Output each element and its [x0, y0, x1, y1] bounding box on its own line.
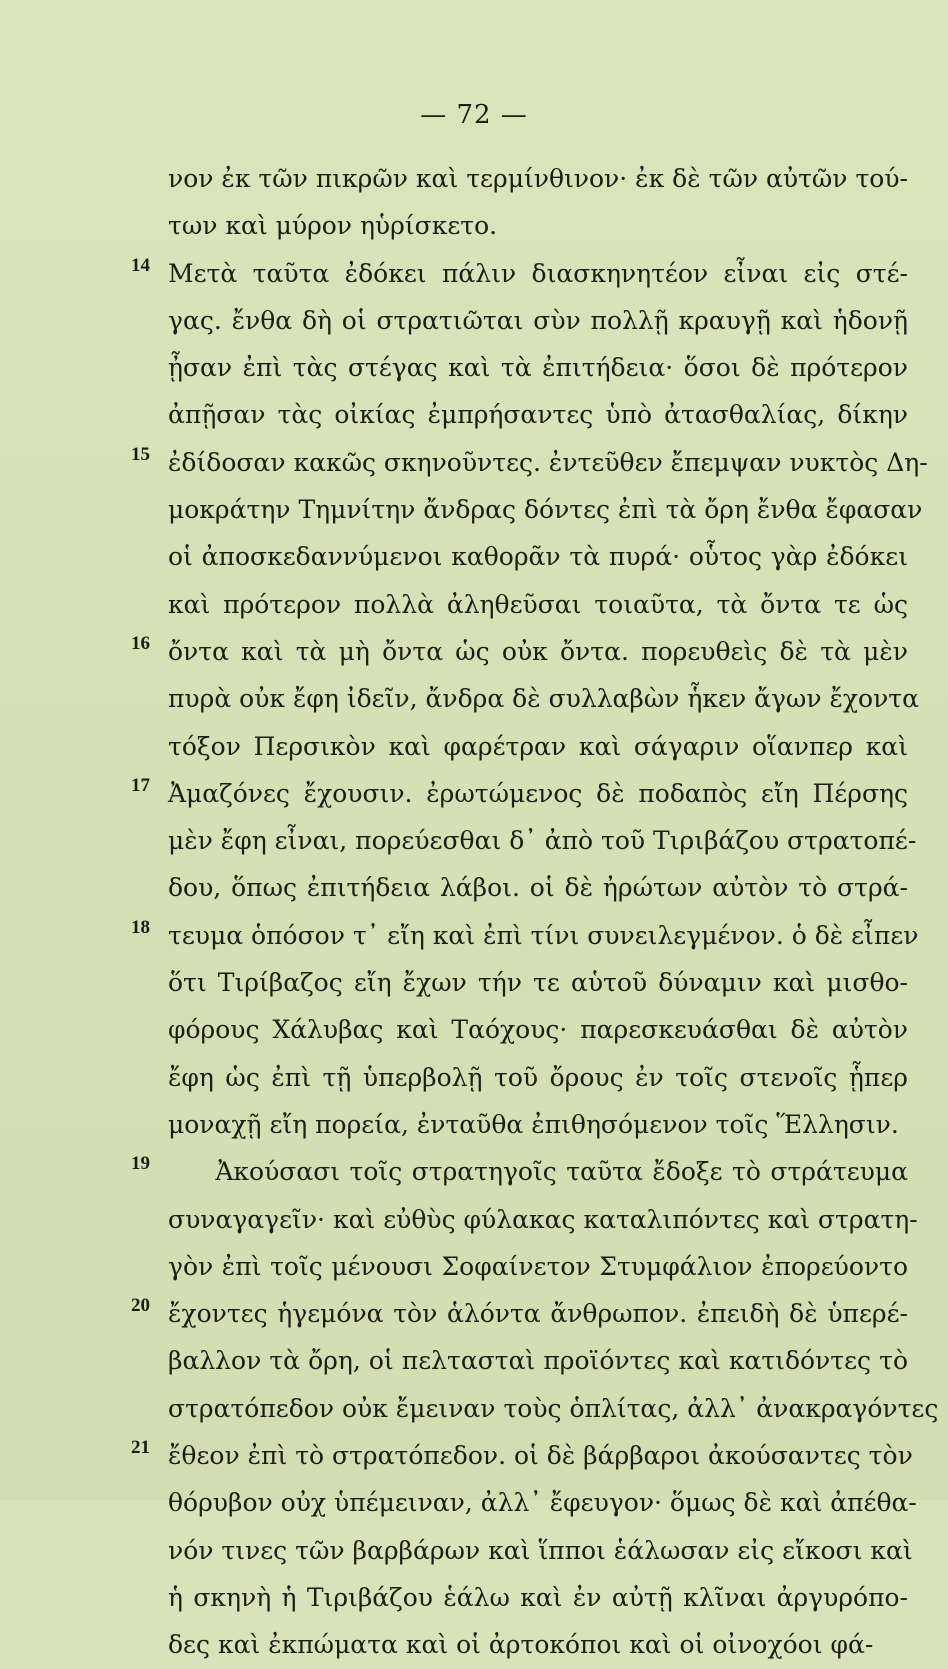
text-line: [168, 581, 908, 628]
text-body: [131, 155, 939, 1669]
text-line: [168, 1054, 908, 1101]
text-line: [168, 344, 908, 391]
section-number: 14: [131, 254, 150, 276]
line-text: Ἀμαζόνες ἔχουσιν. ἐρωτώμενος δὲ ποδαπὸς εἴη Πέρσης: [168, 778, 908, 808]
section-number: 18: [131, 916, 150, 938]
line-text: ἔφη ὡς ἐπὶ τῇ ὑπερβολῇ τοῦ ὄρους ἐν τοῖς στενοῖς ᾗπερ: [168, 1062, 908, 1092]
page-number: — 72 —: [420, 100, 528, 130]
line-text: πυρὰ οὐκ ἔφη ἰδεῖν, ἄνδρα δὲ συλλαβὼν ἧκεν ἄγων ἔχοντα: [168, 684, 919, 714]
line-text: νόν τινες τῶν βαρβάρων καὶ ἵπποι ἑάλωσαν εἰς εἴκοσι καὶ: [168, 1535, 913, 1565]
text-line: [168, 155, 908, 202]
line-text: μοναχῇ εἴη πορεία, ἐνταῦθα ἐπιθησόμενον τοῖς Ἕλλησιν.: [168, 1109, 899, 1139]
text-line: [168, 675, 919, 722]
line-text: Μετὰ ταῦτα ἐδόκει πάλιν διασκηνητέον εἶναι εἰς στέ-: [168, 258, 908, 288]
line-text: γὸν ἐπὶ τοῖς μένουσι Σοφαίνετον Στυμφάλιον ἐπορεύοντο: [168, 1251, 908, 1281]
line-text: δες καὶ ἐκπώματα καὶ οἱ ἀρτοκόποι καὶ οἱ οἰνοχόοι φά-: [168, 1630, 874, 1660]
line-text: μοκράτην Τημνίτην ἄνδρας δόντες ἐπὶ τὰ ὄρη ἔνθα ἔφασαν: [168, 495, 923, 525]
line-text: ἐδίδοσαν κακῶς σκηνοῦντες. ἐντεῦθεν ἔπεμψαν νυκτὸς Δη-: [168, 447, 928, 477]
text-line: [168, 1006, 908, 1053]
section-number: 21: [131, 1437, 150, 1459]
line-text: των καὶ μύρον ηὑρίσκετο.: [168, 211, 498, 241]
text-line: [131, 770, 908, 817]
text-line: [168, 723, 908, 770]
text-line: [168, 202, 908, 249]
text-line: [168, 1385, 939, 1432]
line-text: συναγαγεῖν· καὶ εὐθὺς φύλακας καταλιπόντες καὶ στρατη-: [168, 1204, 918, 1234]
line-text: Ἀκούσασι τοῖς στρατηγοῖς ταῦτα ἔδοξε τὸ στράτευμα: [168, 1157, 908, 1187]
line-text: θόρυβον οὐχ ὑπέμειναν, ἀλλ᾽ ἔφευγον· ὅμως δὲ καὶ ἀπέθα-: [168, 1488, 917, 1518]
text-line: [168, 864, 908, 911]
text-line: [168, 1479, 917, 1526]
text-line: [168, 1101, 908, 1148]
text-line: [168, 297, 908, 344]
text-line: [168, 533, 908, 580]
text-line: [168, 1243, 908, 1290]
section-number: 15: [131, 443, 150, 465]
text-line: [131, 250, 908, 297]
text-line: [168, 1621, 908, 1668]
text-line: [168, 1196, 918, 1243]
line-text: νον ἐκ τῶν πικρῶν καὶ τερμίνθινον· ἐκ δὲ τῶν αὐτῶν τού-: [168, 164, 908, 193]
line-text: ἀπῇσαν τὰς οἰκίας ἐμπρήσαντες ὑπὸ ἀτασθαλίας, δίκην: [168, 400, 908, 430]
text-line: [168, 817, 917, 864]
line-text: οἱ ἀποσκεδαννύμενοι καθορᾶν τὰ πυρά· οὗτος γὰρ ἐδόκει: [168, 542, 908, 572]
text-line: [168, 1337, 908, 1384]
line-text: καὶ πρότερον πολλὰ ἀληθεῦσαι τοιαῦτα, τὰ ὄντα τε ὡς: [168, 589, 908, 619]
text-line: [131, 1432, 913, 1479]
text-line: [168, 1574, 908, 1621]
text-line: [168, 1527, 913, 1574]
text-line: [168, 391, 908, 438]
line-text: τευμα ὁπόσον τ᾽ εἴη καὶ ἐπὶ τίνι συνειλεγμένον. ὁ δὲ εἶπεν: [168, 920, 919, 950]
text-line: [131, 628, 908, 675]
line-text: στρατόπεδον οὐκ ἔμειναν τοὺς ὁπλίτας, ἀλλ᾽ ἀνακραγόντες: [168, 1393, 939, 1423]
section-number: 16: [131, 632, 150, 654]
section-number: 17: [131, 774, 150, 796]
text-line: [168, 486, 923, 533]
line-text: ᾖσαν ἐπὶ τὰς στέγας καὶ τὰ ἐπιτήδεια· ὅσοι δὲ πρότερον: [168, 353, 908, 383]
text-line: [131, 1290, 908, 1337]
line-text: ὄντα καὶ τὰ μὴ ὄντα ὡς οὐκ ὄντα. πορευθεὶς δὲ τὰ μὲν: [168, 636, 908, 666]
line-text: γας. ἔνθα δὴ οἱ στρατιῶται σὺν πολλῇ κραυγῇ καὶ ἡδονῇ: [168, 305, 908, 335]
text-line: [168, 959, 908, 1006]
line-text: δου, ὅπως ἐπιτήδεια λάβοι. οἱ δὲ ἠρώτων αὐτὸν τὸ στρά-: [168, 873, 908, 903]
line-text: βαλλον τὰ ὄρη, οἱ πελτασταὶ προϊόντες καὶ κατιδόντες τὸ: [168, 1346, 908, 1376]
line-text: ἔχοντες ἡγεμόνα τὸν ἁλόντα ἄνθρωπον. ἐπειδὴ δὲ ὑπερέ-: [168, 1299, 908, 1329]
section-number: 19: [131, 1153, 150, 1175]
line-text: ἡ σκηνὴ ἡ Τιριβάζου ἑάλω καὶ ἐν αὐτῇ κλῖναι ἀργυρόπο-: [168, 1582, 908, 1612]
line-text: ὅτι Τιρίβαζος εἴη ἔχων τήν τε αὑτοῦ δύναμιν καὶ μισθο-: [168, 968, 908, 998]
line-text: φόρους Χάλυβας καὶ Ταόχους· παρεσκευάσθαι δὲ αὐτὸν: [168, 1015, 908, 1045]
text-line: [131, 912, 919, 959]
line-text: τόξον Περσικὸν καὶ φαρέτραν καὶ σάγαριν οἵανπερ καὶ: [168, 731, 908, 761]
line-text: μὲν ἔφη εἶναι, πορεύεσθαι δ᾽ ἀπὸ τοῦ Τιριβάζου στρατοπέ-: [168, 826, 917, 856]
line-text: ἔθεον ἐπὶ τὸ στρατόπεδον. οἱ δὲ βάρβαροι ἀκούσαντες τὸν: [168, 1441, 913, 1471]
section-number: 20: [131, 1295, 150, 1317]
text-line: [131, 439, 928, 486]
text-line: [131, 1148, 908, 1195]
